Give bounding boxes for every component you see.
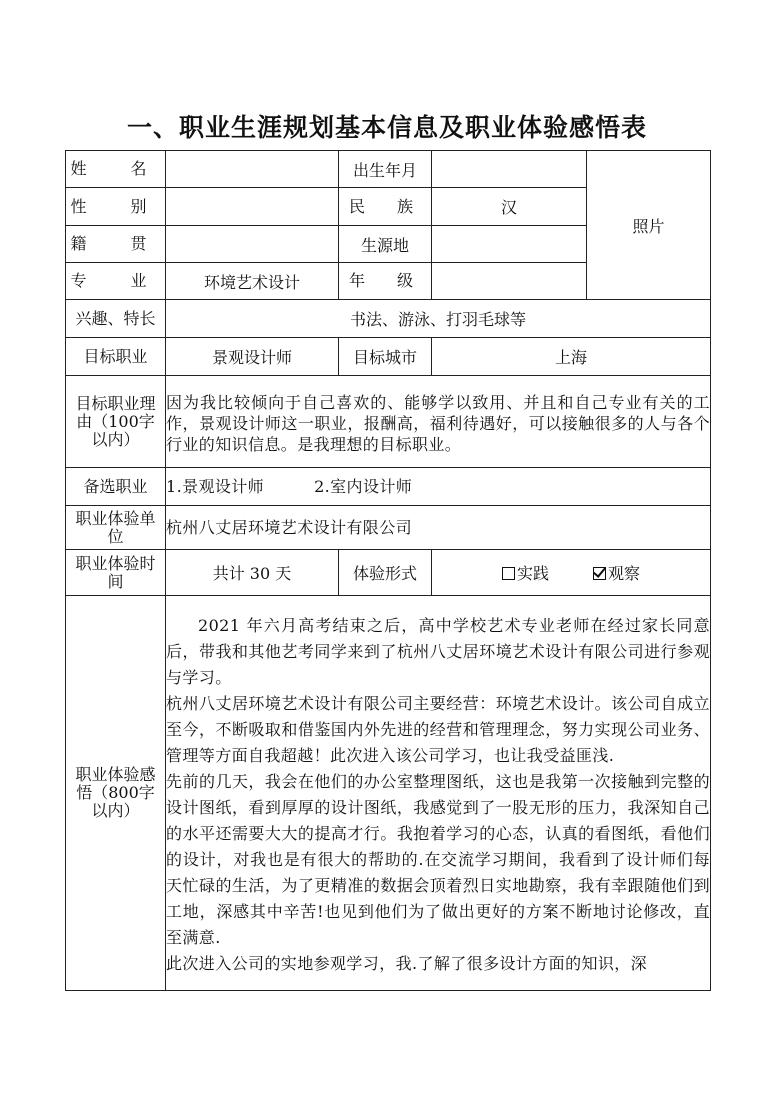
alt-jobs-value[interactable] (166, 468, 711, 506)
origin-value[interactable] (432, 226, 587, 263)
name-value[interactable] (166, 151, 339, 188)
exp-unit-label: 职业体验单位 (66, 506, 166, 550)
exp-feel-value[interactable] (166, 596, 711, 991)
origin-label: 生源地 (339, 226, 432, 263)
exp-time-label: 职业体验时间 (66, 550, 166, 596)
alt-jobs-label: 备选职业 (66, 468, 166, 506)
hobbies-value[interactable]: 书法、游泳、打羽毛球等 (166, 300, 711, 338)
gender-label: 性 别 (66, 188, 166, 226)
target-job-value[interactable]: 景观设计师 (166, 338, 339, 376)
major-label: 专 业 (66, 263, 166, 300)
row-alt (66, 468, 711, 506)
target-city-label: 目标城市 (339, 338, 432, 376)
option-practice[interactable] (502, 561, 549, 584)
feel-paragraph-3: 先前的几天，我会在他们的办公室整理图纸，这也是我第一次接触到完整的设计图纸，看到厚厚的设计图纸，我感觉到了一股无形的压力，我深知自己的水平还需要大大的提高才行。我抱着学习的心态，认真的看图纸，看他们的设计，对我也是有很大的帮助的.在交流学习期间，我看到了设计师们每天忙碌的生活，为了更精准的数据会顶着烈日实地勘察，我有幸跟随他们到工地，深感其中辛苦!也见到他们为了做出更好的方案不断地讨论修改，直至满意. (166, 771, 710, 947)
photo-cell: 照片 (587, 151, 711, 300)
row-hobbies (66, 300, 711, 338)
hobbies-label: 兴趣、特长 (66, 300, 166, 338)
feel-paragraph-2: 杭州八丈居环境艺术设计有限公司主要经营：环境艺术设计。该公司自成立至今，不断吸取和借鉴国内外先进的经营和管理理念，努力实现公司业务、管理等方面自我超越！此次进入该公司学习，也让我受益匪浅. (166, 693, 710, 765)
grade-value[interactable] (432, 263, 587, 300)
career-info-form (65, 150, 711, 991)
target-reason-value[interactable]: 因为我比较倾向于自己喜欢的、能够学以致用、并且和自己专业有关的工作，景观设计师这一职业，报酬高，福利待遇好，可以接触很多的人与各个行业的知识信息。是我理想的目标职业。 (166, 376, 711, 468)
target-city-value[interactable]: 上海 (432, 338, 711, 376)
row-time (66, 550, 711, 596)
exp-time-value[interactable]: 共计 30 天 (166, 550, 339, 596)
exp-feel-label: 职业体验感悟（800字以内） (66, 596, 166, 991)
row-reason (66, 376, 711, 468)
target-job-label: 目标职业 (66, 338, 166, 376)
option-observe[interactable] (593, 561, 640, 584)
name-label: 姓 名 (66, 151, 166, 188)
ethnicity-label: 民 族 (339, 188, 432, 226)
row-name (66, 151, 711, 188)
birth-label: 出生年月 (339, 151, 432, 188)
row-feelings (66, 596, 711, 991)
alt-job-2: 2.室内设计师 (314, 476, 413, 496)
target-reason-label: 目标职业理由（100字以内） (66, 376, 166, 468)
practice-checkbox[interactable] (502, 567, 515, 580)
alt-job-1: 1.景观设计师 (166, 476, 265, 496)
grade-label: 年 级 (339, 263, 432, 300)
major-value[interactable]: 环境艺术设计 (166, 263, 339, 300)
exp-form-label: 体验形式 (339, 550, 432, 596)
row-target (66, 338, 711, 376)
feel-paragraph-4: 此次进入公司的实地参观学习，我.了解了很多设计方面的知识，深 (166, 953, 648, 973)
exp-form-options (432, 550, 711, 596)
gender-value[interactable] (166, 188, 339, 226)
exp-unit-value[interactable]: 杭州八丈居环境艺术设计有限公司 (166, 506, 711, 550)
observe-checkbox[interactable] (593, 567, 606, 580)
native-place-label: 籍 贯 (66, 226, 166, 263)
ethnicity-value[interactable]: 汉 (432, 188, 587, 226)
page-title: 一、职业生涯规划基本信息及职业体验感悟表 (126, 113, 647, 142)
native-place-value[interactable] (166, 226, 339, 263)
observe-label: 观察 (608, 564, 641, 583)
birth-value[interactable] (432, 151, 587, 188)
feel-paragraph-1: 2021 年六月高考结束之后，高中学校艺术专业老师在经过家长同意后，带我和其他艺考同学来到了杭州八丈居环境艺术设计有限公司进行参观与学习。 (166, 615, 710, 687)
practice-label: 实践 (516, 564, 549, 583)
row-unit (66, 506, 711, 550)
